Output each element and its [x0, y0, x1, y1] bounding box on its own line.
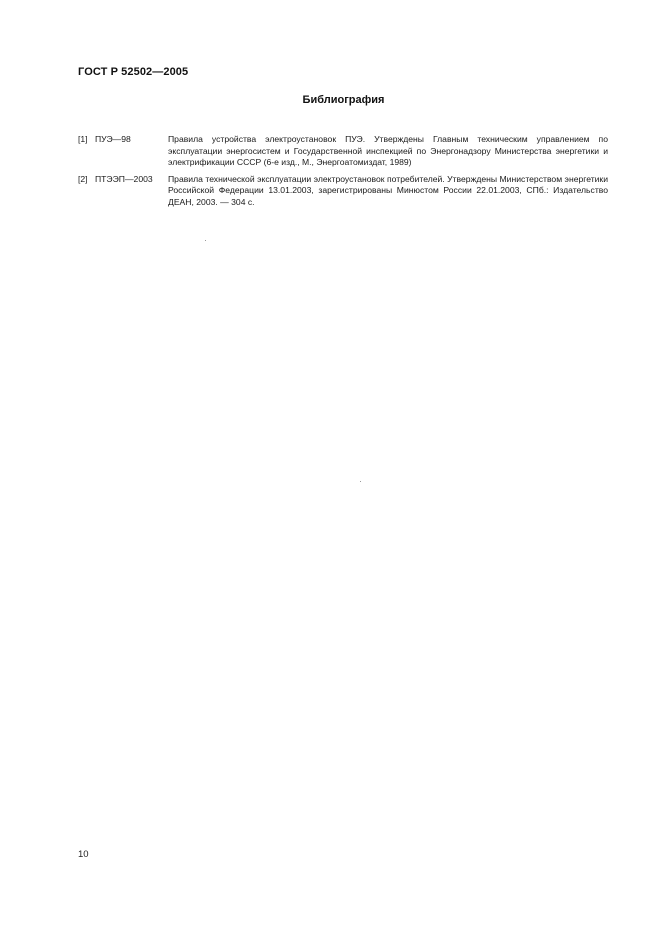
bibliography-entry-number: [2] [78, 173, 88, 184]
scan-speck [205, 240, 206, 241]
bibliography-entry-code: ПУЭ—98 [95, 134, 131, 144]
section-title: Библиография [302, 94, 385, 106]
scan-speck [360, 481, 361, 482]
bibliography-entry-number: [1] [78, 134, 88, 144]
bibliography-entry [78, 134, 608, 169]
bibliography-entry-code: ПТЭЭП—2003 [95, 173, 153, 184]
bibliography-entry-text: Правила устройства электроустановок ПУЭ. Утверждены Главным техническим управлением по эксплуатации энергосистем и Государственной инспекцией по Энергонадзору Министерства энергетики и электрификации СССР (6-е изд., М., Энергоатомиздат, 1989) [168, 134, 608, 167]
page-header-standard-id: ГОСТ Р 52502—2005 [78, 66, 189, 78]
bibliography-entry [78, 174, 608, 209]
page-number: 10 [78, 849, 89, 860]
bibliography-list [78, 134, 608, 213]
bibliography-entry-text: Правила технической эксплуатации электроустановок потребителей. Утверждены Министерством энергетики Российской Федерации 13.01.2003, зарегистрированы Минюстом России 22.01.2003, СПб.: Издательство ДЕАН, 2003. — 304 с. [168, 173, 608, 207]
